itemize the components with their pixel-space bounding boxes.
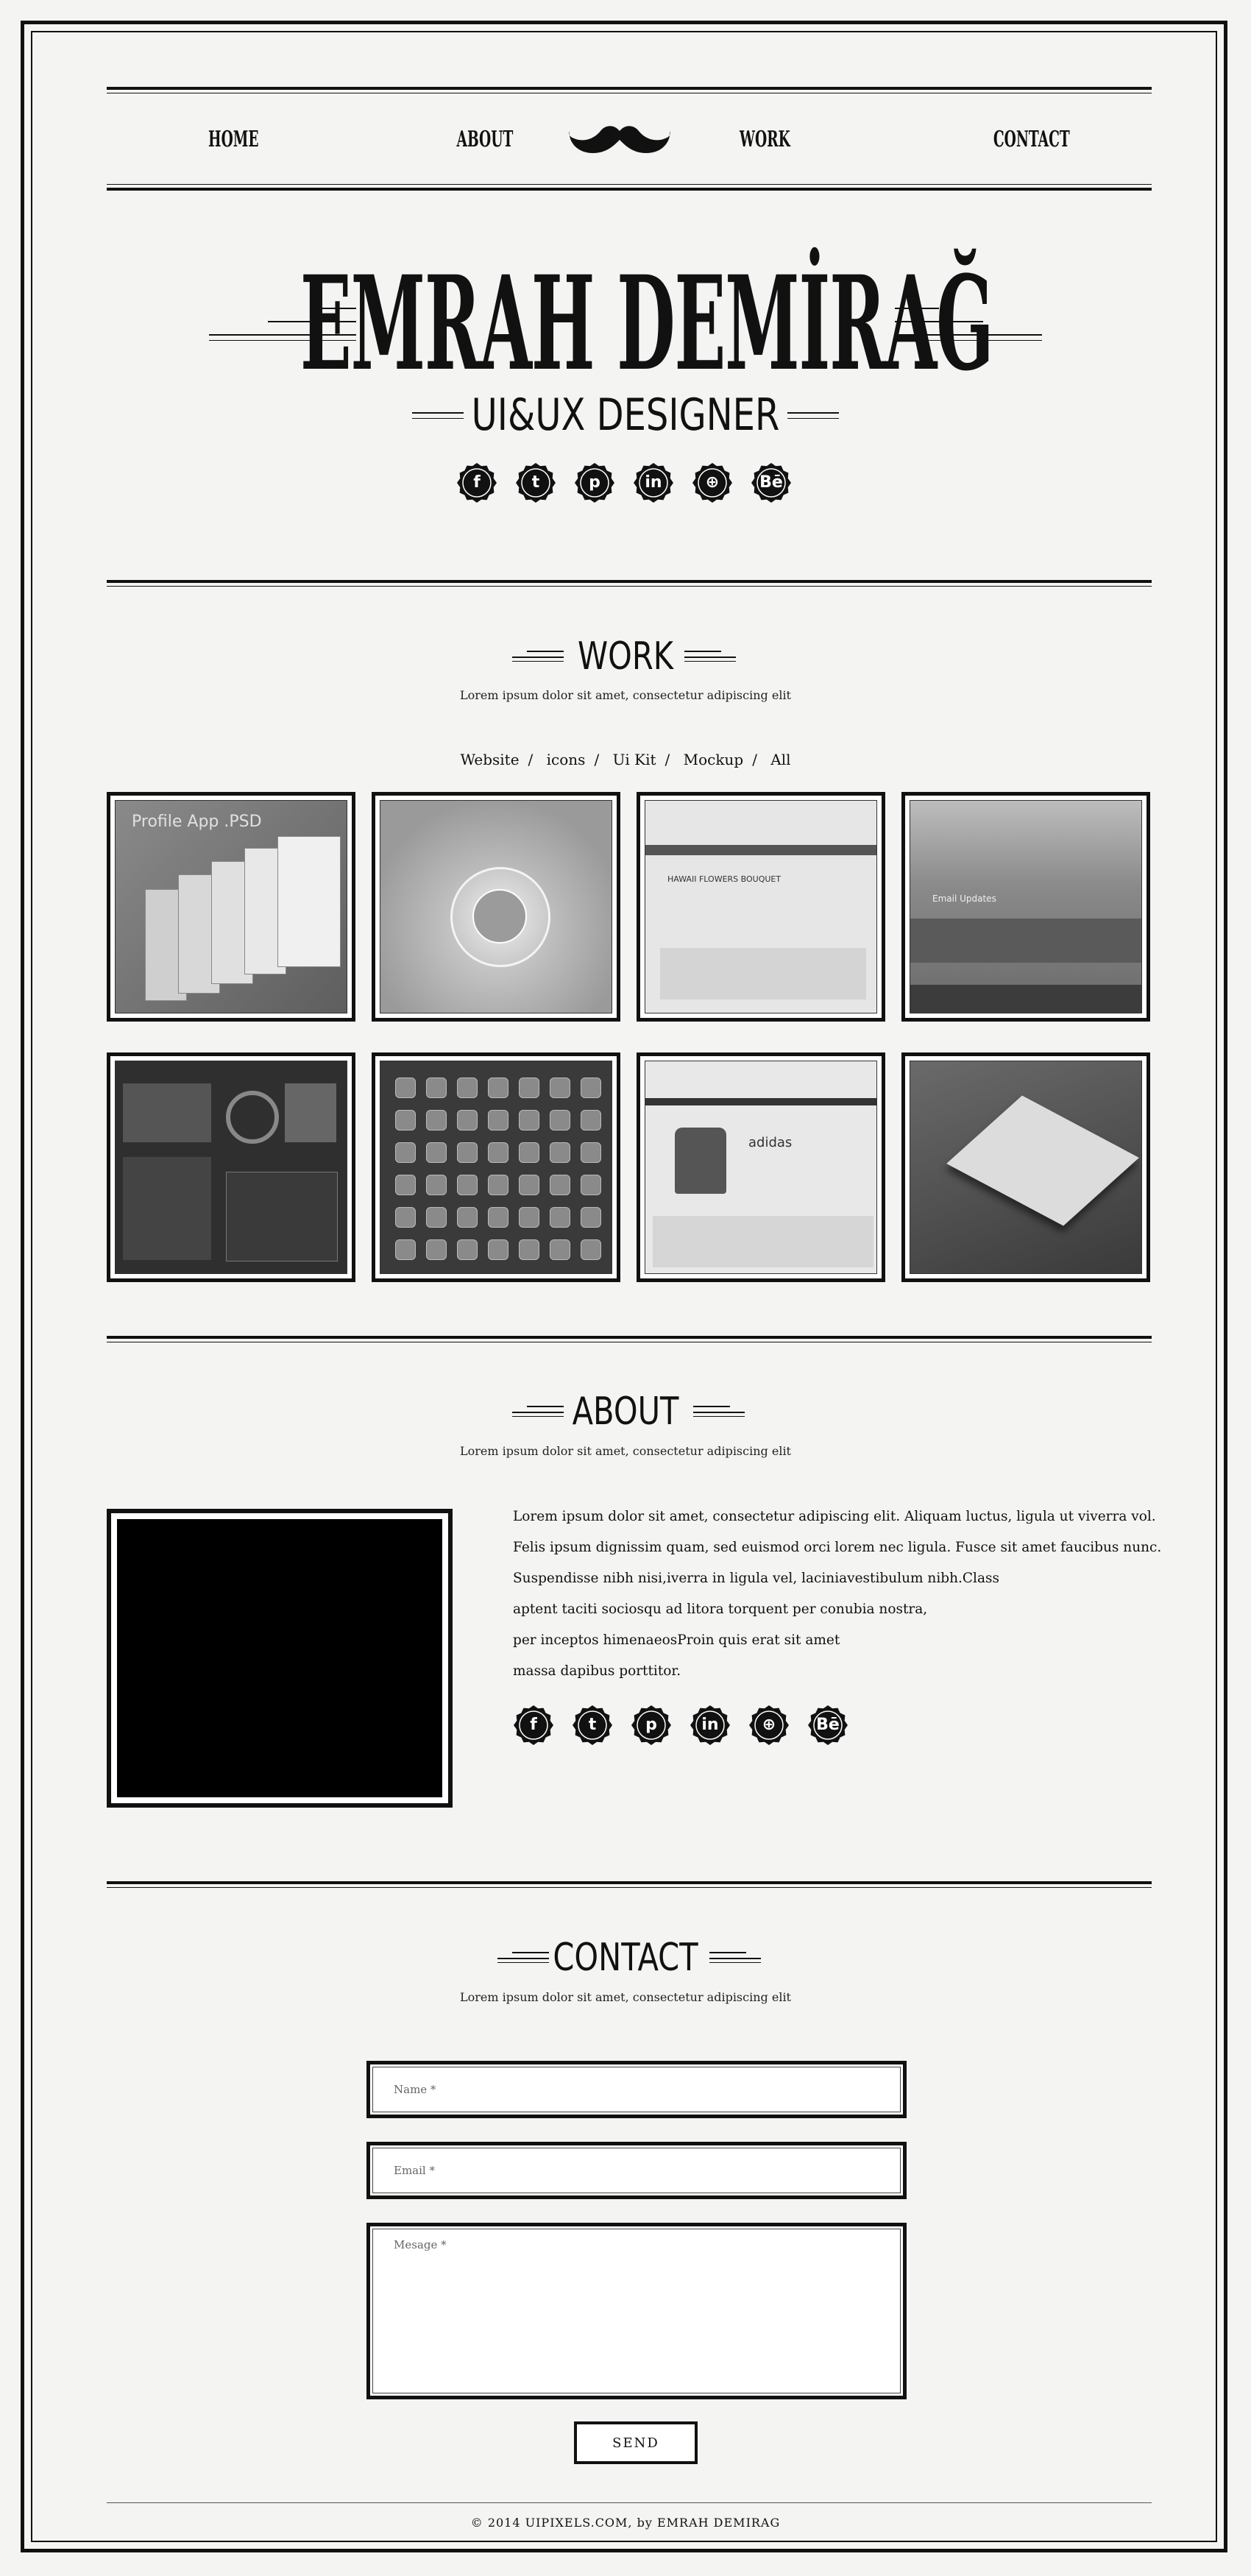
icon-set-square-icon (581, 1142, 601, 1163)
work-tile-social-icons-set[interactable] (372, 1052, 620, 1282)
section-rule-work (107, 580, 1152, 587)
icon-set-square-icon (426, 1142, 447, 1163)
icon-set-square-icon (550, 1078, 570, 1098)
contact-section-title: CONTACT (553, 1936, 698, 1980)
work-tile-profile-app-psd[interactable]: Profile App .PSD (107, 792, 355, 1022)
work-title-right-ornament (684, 651, 736, 665)
message-field-wrapper (366, 2223, 907, 2399)
about-section-title: ABOUT (572, 1390, 679, 1434)
work-tile-power-button-dial[interactable] (372, 792, 620, 1022)
hero-social-glyph: Bē (759, 473, 783, 492)
work-tile-landscape-email-signup[interactable]: Email Updates (901, 792, 1150, 1022)
filter-website[interactable]: Website (460, 751, 520, 768)
work-filters: Website / icons / Ui Kit / Mockup / All (460, 751, 791, 768)
icon-set-square-icon (457, 1207, 478, 1228)
work-tile-phone-mockup[interactable] (901, 1052, 1150, 1282)
icon-set-square-icon (395, 1207, 416, 1228)
about-social-glyph: t (588, 1716, 597, 1734)
name-input[interactable] (372, 2067, 901, 2112)
icon-set-square-icon (457, 1239, 478, 1260)
work-tile-ecommerce-shop-website[interactable]: adidas (637, 1052, 885, 1282)
work-tile-flowers-shop-website[interactable]: HAWAII FLOWERS BOUQUET (637, 792, 885, 1022)
filter-mockup[interactable]: Mockup (683, 751, 744, 768)
hero-right-ornament (895, 308, 1042, 344)
about-line-1: Lorem ipsum dolor sit amet, consectetur adipiscing elit. Aliquam luctus, ligula ut viverra vol. (513, 1509, 1156, 1524)
about-social-glyph: ⊕ (762, 1716, 776, 1734)
nav-contact-link[interactable]: CONTACT (993, 127, 1070, 152)
twitter-icon[interactable] (515, 462, 556, 503)
icon-set-square-icon (426, 1078, 447, 1098)
icon-set-square-icon (550, 1142, 570, 1163)
icon-set-square-icon (426, 1207, 447, 1228)
footer-rule (107, 2502, 1152, 2503)
hero-social-glyph: f (473, 473, 481, 492)
icon-set-square-icon (519, 1207, 539, 1228)
nav-work-link[interactable]: WORK (740, 127, 790, 152)
icon-set-square-icon (550, 1175, 570, 1195)
hero-social-glyph: in (645, 473, 662, 492)
email-input[interactable] (372, 2148, 901, 2193)
linkedin-icon[interactable] (633, 462, 674, 503)
work-section-subtitle: Lorem ipsum dolor sit amet, consectetur adipiscing elit (460, 688, 791, 702)
icon-set-square-icon (457, 1110, 478, 1130)
filter-ui-kit[interactable]: Ui Kit (612, 751, 656, 768)
icon-set-square-icon (519, 1142, 539, 1163)
nav-about-link[interactable]: ABOUT (456, 127, 514, 152)
about-section-subtitle: Lorem ipsum dolor sit amet, consectetur adipiscing elit (460, 1444, 791, 1458)
hero-social-glyph: t (531, 473, 540, 492)
about-line-5: per inceptos himenaeosProin quis erat sit amet (513, 1632, 840, 1648)
icon-set-square-icon (550, 1110, 570, 1130)
facebook-icon[interactable] (513, 1705, 554, 1746)
name-field-wrapper (366, 2061, 907, 2118)
filter-icons[interactable]: icons (546, 751, 586, 768)
about-photo (107, 1509, 453, 1808)
about-social-links (513, 1705, 848, 1746)
icon-set-square-icon (426, 1239, 447, 1260)
icon-set-square-icon (395, 1175, 416, 1195)
pinterest-icon[interactable] (574, 462, 615, 503)
icon-set-square-icon (395, 1078, 416, 1098)
mustache-logo-icon[interactable] (568, 121, 671, 159)
facebook-icon[interactable] (456, 462, 497, 503)
icon-set-square-icon (581, 1207, 601, 1228)
icon-set-square-icon (395, 1239, 416, 1260)
about-text (513, 1501, 1160, 1687)
email-field-wrapper (366, 2142, 907, 2199)
icon-set-square-icon (426, 1110, 447, 1130)
icon-set-square-icon (488, 1110, 508, 1130)
hero-social-links (456, 462, 792, 503)
footer-copyright: © 2014 UIPIXELS.COM, by EMRAH DEMIRAG (470, 2516, 781, 2530)
subtitle-right-ornament (787, 412, 839, 421)
icon-set-square-icon (519, 1175, 539, 1195)
icon-set-square-icon (581, 1239, 601, 1260)
icon-set-square-icon (457, 1078, 478, 1098)
dribbble-icon[interactable] (692, 462, 733, 503)
icon-set-square-icon (488, 1207, 508, 1228)
about-social-glyph: in (701, 1716, 719, 1734)
work-section-title: WORK (577, 634, 674, 679)
behance-icon[interactable] (807, 1705, 848, 1746)
section-rule-about (107, 1336, 1152, 1342)
about-title-right-ornament (693, 1406, 745, 1420)
about-line-4: aptent taciti sociosqu ad litora torquent per conubia nostra, (513, 1602, 928, 1617)
icon-set-square-icon (457, 1175, 478, 1195)
nav-bottom-rule (107, 184, 1152, 191)
icon-set-square-icon (519, 1078, 539, 1098)
icon-set-square-icon (426, 1175, 447, 1195)
behance-icon[interactable] (751, 462, 792, 503)
icon-set-square-icon (581, 1078, 601, 1098)
twitter-icon[interactable] (572, 1705, 613, 1746)
icon-set-square-icon (457, 1142, 478, 1163)
dribbble-icon[interactable] (748, 1705, 790, 1746)
about-social-glyph: p (645, 1716, 657, 1734)
send-button[interactable]: SEND (574, 2421, 698, 2464)
icon-set-square-icon (550, 1207, 570, 1228)
icon-set-square-icon (581, 1110, 601, 1130)
icon-set-square-icon (488, 1078, 508, 1098)
icon-set-square-icon (519, 1239, 539, 1260)
icon-set-square-icon (519, 1110, 539, 1130)
work-tile-dark-ui-kit-dashboard[interactable] (107, 1052, 355, 1282)
icon-set-square-icon (550, 1239, 570, 1260)
hero-social-glyph: ⊕ (705, 473, 720, 492)
hero-name: EMRAH DEMİRAĞ (300, 247, 993, 400)
about-social-glyph: f (530, 1716, 537, 1734)
message-textarea[interactable] (372, 2229, 901, 2393)
hero-job-title: UI&UX DESIGNER (471, 389, 780, 441)
about-line-2: Felis ipsum dignissim quam, sed euismod orci lorem nec ligula. Fusce sit amet faucibus nunc. (513, 1540, 1162, 1555)
icon-set-square-icon (488, 1175, 508, 1195)
contact-section-subtitle: Lorem ipsum dolor sit amet, consectetur adipiscing elit (460, 1990, 791, 2004)
nav-home-link[interactable]: HOME (208, 127, 259, 152)
hero-social-glyph: p (589, 473, 600, 492)
about-line-6: massa dapibus porttitor. (513, 1663, 681, 1679)
contact-title-right-ornament (709, 1952, 761, 1967)
filter-all[interactable]: All (770, 751, 791, 768)
icon-set-square-icon (488, 1239, 508, 1260)
pinterest-icon[interactable] (631, 1705, 672, 1746)
about-line-3: Suspendisse nibh nisi,iverra in ligula vel, laciniavestibulum nibh.Class (513, 1571, 999, 1586)
icon-set-square-icon (581, 1175, 601, 1195)
icon-set-square-icon (395, 1142, 416, 1163)
icon-set-square-icon (395, 1110, 416, 1130)
section-rule-contact (107, 1881, 1152, 1888)
linkedin-icon[interactable] (690, 1705, 731, 1746)
nav-top-rule (107, 87, 1152, 93)
about-social-glyph: Bē (816, 1716, 840, 1734)
icon-set-square-icon (488, 1142, 508, 1163)
